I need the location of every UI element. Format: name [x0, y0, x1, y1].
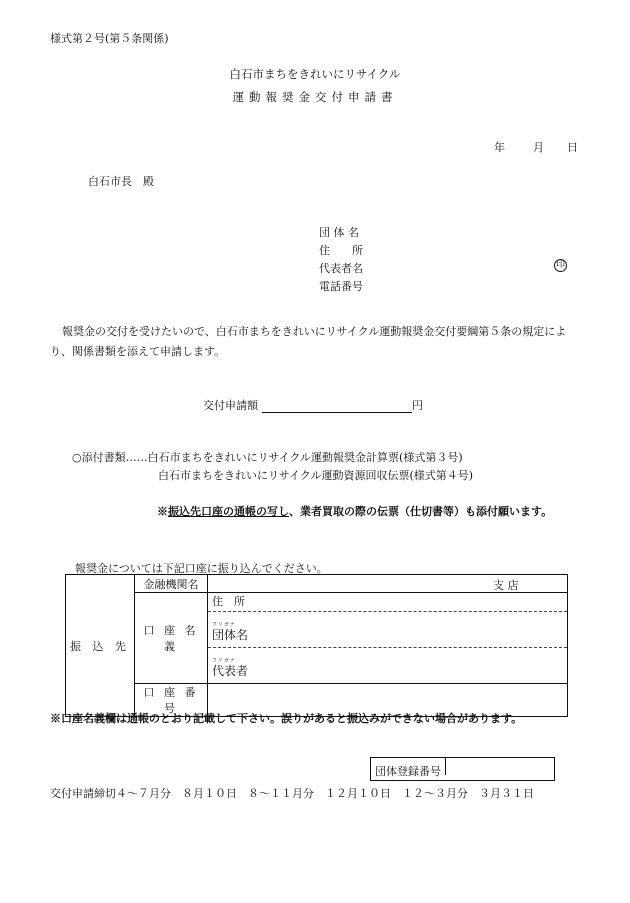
account-group-ruby: フリガナ [212, 622, 236, 628]
attachment-note-rest: 、業者買取の際の伝票（仕切書等）も添付願います。 [289, 505, 553, 518]
account-rep-ruby: フリガナ [212, 658, 236, 664]
account-name-label: 口 座 名 義 [135, 593, 208, 684]
date-month-label: 月 [533, 141, 544, 154]
attachment-line-1: ○添付書類……白石市まちをきれいにリサイクル運動報奨金計算票(様式第３号) [72, 451, 463, 464]
application-deadlines: 交付申請締切４～７月分 ８月１０日 ８～１１月分 １２月１０日 １２～３月分 ３月３１日 [50, 787, 534, 800]
registration-number-label: 団体登録番号 [375, 765, 441, 778]
addressee: 白石市長 殿 [88, 175, 154, 188]
address-label: 住 所 [319, 244, 363, 257]
attachment-line-2: 白石市まちをきれいにリサイクル運動資源回収伝票(様式第４号) [158, 469, 474, 482]
group-name-label: 団 体 名 [319, 226, 359, 239]
title-line-1: 白石市まちをきれいにリサイクル [229, 67, 401, 81]
application-statement: 報奨金の交付を受けたいので、白石市まちをきれいにリサイクル運動報奨金交付要綱第５条の規定により、関係書類を添えて申請します。 [50, 325, 567, 358]
bank-name-field[interactable] [208, 575, 568, 593]
transfer-instruction: 報奨金については下記口座に振り込んでください。 [75, 562, 328, 575]
form-number: 様式第２号(第５条関係) [50, 32, 169, 45]
amount-label: 交付申請額 [203, 399, 258, 412]
account-address-label: 住 所 [212, 595, 245, 608]
amount-unit: 円 [412, 399, 423, 412]
date-day-label: 日 [567, 141, 578, 154]
amount-field[interactable] [203, 397, 423, 413]
account-name-warning: ※口座名義欄は通帳のとおり記載して下さい。誤りがあると振込みができない場合があります。 [50, 712, 523, 725]
date-year-label: 年 [494, 141, 505, 154]
seal-mark: 印 [555, 260, 565, 270]
amount-blank[interactable] [262, 400, 412, 413]
branch-label: 支 店 [493, 579, 519, 592]
account-group-label: 団体名 [212, 628, 249, 642]
title-line-2: 運動報奨金交付申請書 [232, 90, 398, 104]
account-address-row[interactable] [208, 593, 567, 612]
registration-number-box [370, 757, 555, 781]
transfer-destination-label: 振 込 先 [66, 575, 135, 717]
bank-name-label: 金融機関名 [135, 575, 208, 593]
account-rep-label: 代表者 [212, 664, 249, 678]
account-rep-row[interactable] [208, 648, 567, 683]
representative-label: 代表者名 [319, 262, 363, 275]
account-group-row[interactable] [208, 612, 567, 648]
bank-account-table [65, 574, 568, 717]
attachment-note-prefix: ※ [157, 505, 168, 518]
attachment-note [157, 503, 552, 519]
account-name-field[interactable] [208, 593, 568, 684]
account-number-label: 口 座 番 号 [135, 684, 208, 717]
phone-label: 電話番号 [319, 280, 363, 293]
registration-number-field[interactable] [445, 758, 554, 775]
attachment-note-underlined: 振込先口座の通帳の写し [168, 505, 289, 518]
